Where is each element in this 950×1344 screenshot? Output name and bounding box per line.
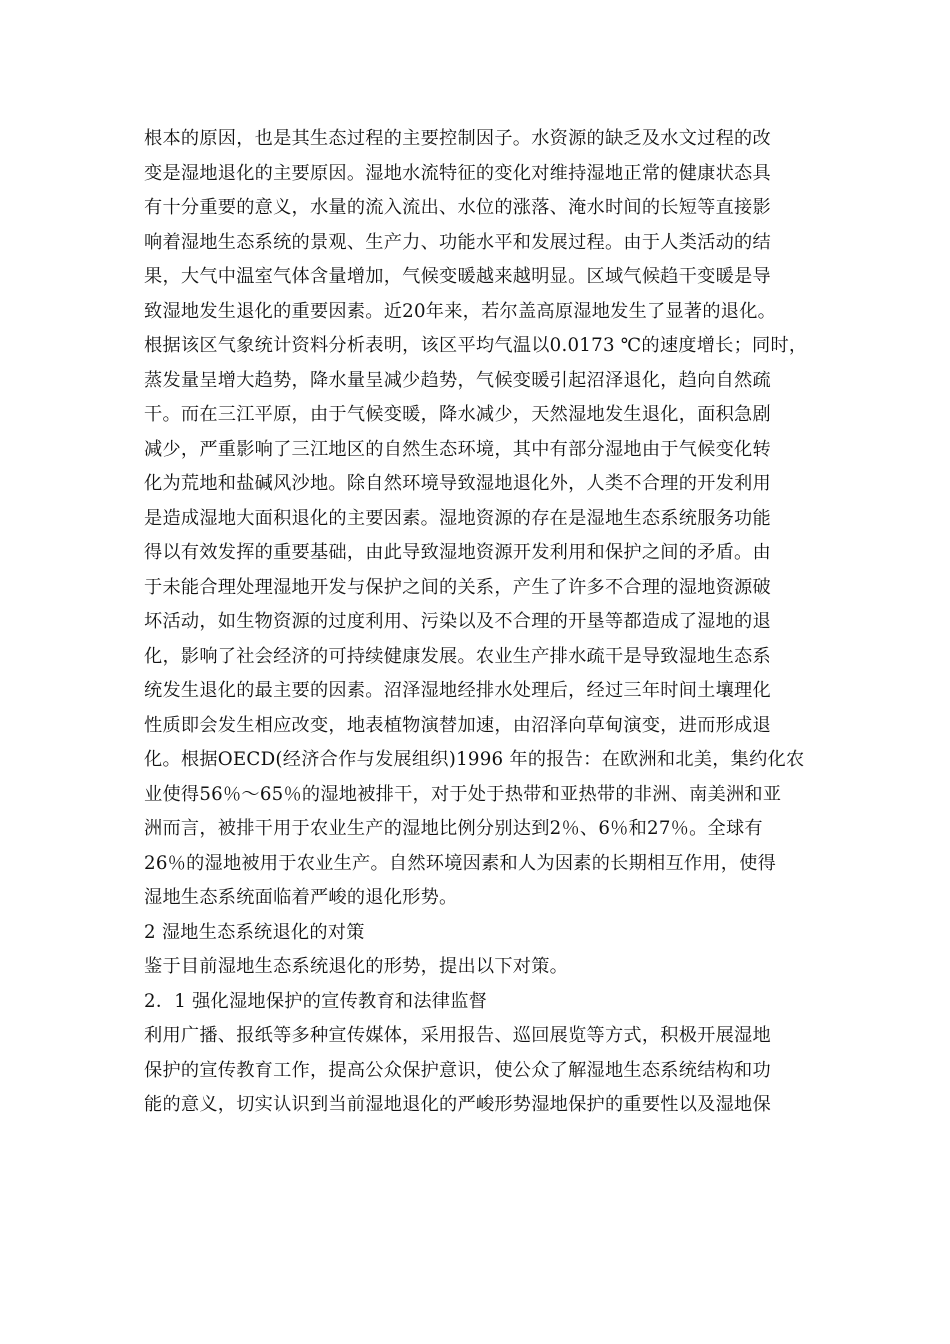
text-line: 有十分重要的意义，水量的流入流出、水位的涨落、淹水时间的长短等直接影 <box>144 197 771 218</box>
text-line: 性质即会发生相应改变，地表植物演替加速，由沼泽向草甸演变，进而形成退 <box>144 714 771 736</box>
document-body <box>144 122 809 1123</box>
text-line: 化，影响了社会经济的可持续健康发展。农业生产排水疏干是导致湿地生态系 <box>144 645 771 667</box>
text-line: 利用广播、报纸等多种宣传媒体，采用报告、巡回展览等方式，积极开展湿地 <box>144 1025 771 1046</box>
text-line: 化为荒地和盐碱风沙地。除自然环境导致湿地退化外，人类不合理的开发利用 <box>144 473 771 494</box>
text-line: 鉴于目前湿地生态系统退化的形势，提出以下对策。 <box>144 956 569 977</box>
text-line: 蒸发量呈增大趋势，降水量呈减少趋势，气候变暖引起沼泽退化，趋向自然疏 <box>144 369 771 391</box>
text-line: 统发生退化的最主要的因素。沼泽湿地经排水处理后，经过三年时间土壤理化 <box>144 680 771 701</box>
subsection-heading: 2．1 强化湿地保护的宣传教育和法律监督 <box>144 990 488 1012</box>
text-line: 业使得56％～65％的湿地被排干，对于处于热带和亚热带的非洲、南美洲和亚 <box>144 783 782 805</box>
text-line: 保护的宣传教育工作，提高公众保护意识，使公众了解湿地生态系统结构和功 <box>144 1059 771 1081</box>
text-line: 减少，严重影响了三江地区的自然生态环境，其中有部分湿地由于气候变化转 <box>144 438 771 460</box>
text-line: 果，大气中温室气体含量增加，气候变暖越来越明显。区域气候趋干变暖是导 <box>144 266 771 287</box>
text-line: 洲而言，被排干用于农业生产的湿地比例分别达到2％、6％和27％。全球有 <box>144 818 763 839</box>
text-line: 响着湿地生态系统的景观、生产力、功能水平和发展过程。由于人类活动的结 <box>144 231 771 253</box>
text-line: 根据该区气象统计资料分析表明，该区平均气温以0.0173 ℃的速度增长；同时， <box>144 335 808 356</box>
text-line: 湿地生态系统面临着严峻的退化形势。 <box>144 887 458 908</box>
text-line: 干。而在三江平原，由于气候变暖，降水减少，天然湿地发生退化，面积急剧 <box>144 404 771 425</box>
text-line: 致湿地发生退化的重要因素。近20年来，若尔盖高原湿地发生了显著的退化。 <box>144 300 777 322</box>
text-line: 化。根据OECD(经济合作与发展组织)1996 年的报告：在欧洲和北美，集约化农 <box>144 749 805 770</box>
section-heading: 2 湿地生态系统退化的对策 <box>144 921 365 943</box>
text-line: 于未能合理处理湿地开发与保护之间的关系，产生了许多不合理的湿地资源破 <box>144 576 771 598</box>
text-line: 26％的湿地被用于农业生产。自然环境因素和人为因素的长期相互作用，使得 <box>144 852 777 874</box>
text-line: 是造成湿地大面积退化的主要因素。湿地资源的存在是湿地生态系统服务功能 <box>144 507 771 529</box>
text-line: 变是湿地退化的主要原因。湿地水流特征的变化对维持湿地正常的健康状态具 <box>144 162 771 184</box>
text-line: 坏活动，如生物资源的过度利用、污染以及不合理的开垦等都造成了湿地的退 <box>144 611 771 632</box>
text-line: 能的意义，切实认识到当前湿地退化的严峻形势湿地保护的重要性以及湿地保 <box>144 1094 771 1115</box>
text-line: 得以有效发挥的重要基础，由此导致湿地资源开发利用和保护之间的矛盾。由 <box>144 542 771 563</box>
text-line: 根本的原因，也是其生态过程的主要控制因子。水资源的缺乏及水文过程的改 <box>144 128 771 149</box>
